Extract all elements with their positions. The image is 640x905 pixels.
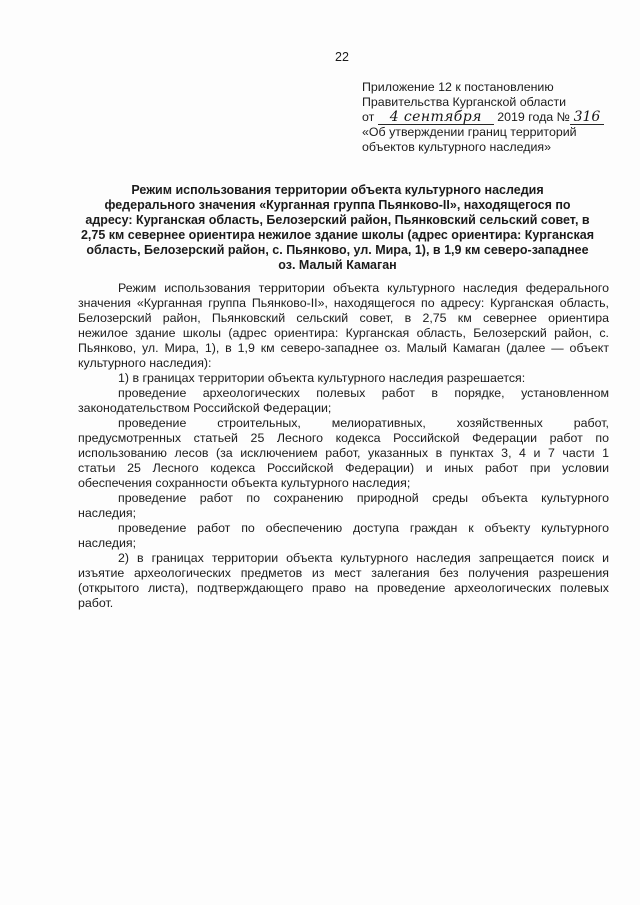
paragraph-line: Пьянково, ул. Мира, 1), в 1,9 км северо-западнее оз. Малый Камаган (далее — объект: [78, 340, 609, 355]
title-line: Режим использования территории объекта культурного наследия: [131, 182, 544, 197]
appendix-line: «Об утверждении границ территорий: [362, 125, 577, 139]
title-line: адресу: Курганская область, Белозерский район, Пьянковский сельский совет, в: [85, 212, 590, 227]
handwritten-date: 4 сентября: [378, 110, 494, 125]
paragraph-line: работ.: [78, 595, 114, 610]
body-paragraph: [78, 521, 609, 551]
paragraph-line: проведение строительных, мелиоративных, хозяйственных работ,: [118, 415, 609, 430]
document-body: [78, 281, 609, 611]
paragraph-line: проведение работ по сохранению природной среды объекта культурного: [118, 490, 609, 505]
appendix-line: Правительства Курганской области: [362, 95, 567, 109]
body-paragraph: [78, 281, 609, 371]
paragraph-line: обеспечения сохранности объекта культурного наследия;: [78, 475, 411, 490]
appendix-line: Приложение 12 к постановлению: [362, 80, 554, 94]
appendix-line: объектов культурного наследия»: [362, 140, 552, 154]
title-line: 2,75 км севернее ориентира нежилое здание школы (адрес ориентира: Курганская: [80, 227, 595, 242]
body-paragraph: [78, 551, 609, 611]
paragraph-line: законодательством Российской Федерации;: [78, 400, 332, 415]
paragraph-line: использованию лесов (за исключением работ, указанных в пунктах 3, 4 и 7 части 1: [78, 445, 609, 460]
body-paragraph: [78, 491, 609, 521]
paragraph-line: Режим использования территории объекта культурного наследия федерального: [118, 280, 609, 295]
body-paragraph: [78, 386, 609, 416]
paragraph-line: 2) в границах территории объекта культурного наследия запрещается поиск и: [118, 550, 609, 565]
paragraph-line: изъятие археологических предметов из мест залегания без получения разрешения: [78, 565, 609, 580]
title-line: оз. Малый Камаган: [278, 257, 397, 272]
title-line: федерального значения «Курганная группа Пьянково-II», находящегося по: [104, 197, 571, 212]
paragraph-line: значения «Курганная группа Пьянково-II», находящегося по адресу: Курганская область,: [78, 295, 609, 310]
paragraph-line: наследия;: [78, 505, 137, 520]
paragraph-line: культурного наследия):: [78, 355, 212, 370]
paragraph-line: статьи 25 Лесного кодекса Российской Федерации) и иных работ при условии: [78, 460, 609, 475]
appendix-date-line: [362, 110, 604, 125]
title-line: область, Белозерский район, с. Пьянково, ул. Мира, 1), в 1,9 км северо-западнее: [86, 242, 589, 257]
body-paragraph: [78, 371, 609, 386]
document-title: [72, 183, 603, 273]
paragraph-line: наследия;: [78, 535, 137, 550]
page-number: 22: [335, 50, 349, 64]
paragraph-line: 1) в границах территории объекта культурного наследия разрешается:: [118, 370, 526, 385]
paragraph-line: (открытого листа), подтверждающего право на проведение археологических полевых: [78, 580, 609, 595]
appendix-block: [362, 80, 604, 155]
paragraph-line: проведение работ по обеспечению доступа граждан к объекту культурного: [118, 520, 609, 535]
handwritten-number: 316: [570, 110, 604, 125]
paragraph-line: Белозерский район, Пьянковский сельский совет, в 2,75 км севернее ориентира: [78, 310, 609, 325]
date-prefix: от: [362, 110, 375, 124]
paragraph-line: нежилое здание школы (адрес ориентира: Курганская область, Белозерский район, с.: [78, 325, 609, 340]
year-and-number-label: 2019 года №: [497, 110, 570, 124]
paragraph-line: предусмотренных статьей 25 Лесного кодекса Российской Федерации работ по: [78, 430, 609, 445]
paragraph-line: проведение археологических полевых работ в порядке, установленном: [118, 385, 609, 400]
body-paragraph: [78, 416, 609, 491]
